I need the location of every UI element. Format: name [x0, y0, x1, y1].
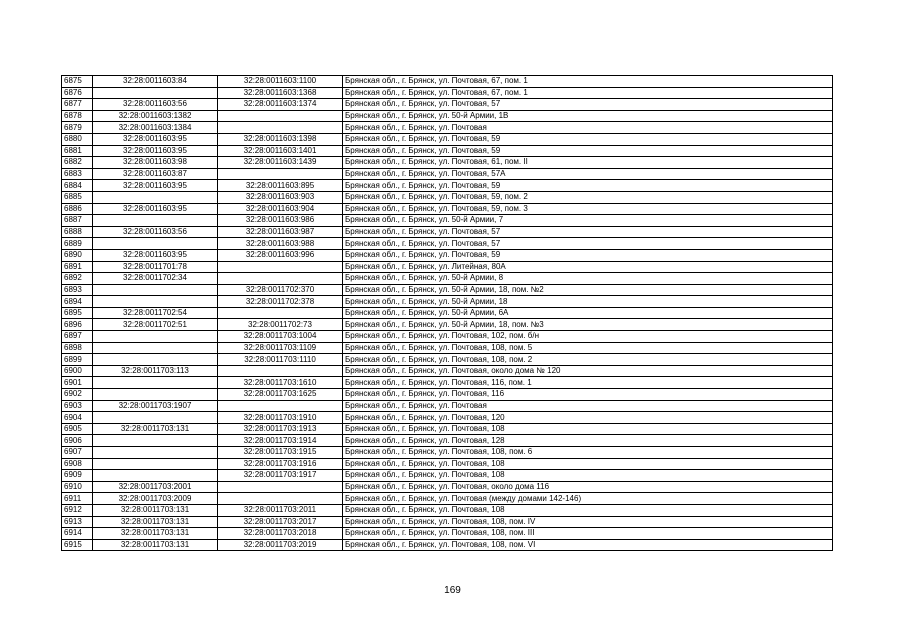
land-cadastral-number-cell: 32:28:0011603:87 [93, 168, 218, 180]
row-number-cell: 6881 [62, 145, 93, 157]
row-number-cell: 6895 [62, 307, 93, 319]
row-number-cell: 6877 [62, 99, 93, 111]
row-number-cell: 6914 [62, 528, 93, 540]
table-row [62, 76, 833, 88]
row-number-cell: 6903 [62, 400, 93, 412]
table-row [62, 157, 833, 169]
address-cell: Брянская обл., г. Брянск, ул. Почтовая, 120 [343, 412, 833, 424]
land-cadastral-number-cell: 32:28:0011701:78 [93, 261, 218, 273]
object-cadastral-number-cell: 32:28:0011703:1625 [218, 389, 343, 401]
land-cadastral-number-cell: 32:28:0011603:95 [93, 133, 218, 145]
row-number-cell: 6905 [62, 423, 93, 435]
address-cell: Брянская обл., г. Брянск, ул. Почтовая, 108, пом. 5 [343, 342, 833, 354]
address-cell: Брянская обл., г. Брянск, ул. Почтовая, 57 [343, 226, 833, 238]
table-row [62, 249, 833, 261]
address-cell: Брянская обл., г. Брянск, ул. 50-й Армии, 18 [343, 296, 833, 308]
row-number-cell: 6899 [62, 354, 93, 366]
row-number-cell: 6880 [62, 133, 93, 145]
table-row [62, 238, 833, 250]
address-cell: Брянская обл., г. Брянск, ул. Почтовая, 67, пом. 1 [343, 87, 833, 99]
table-row [62, 458, 833, 470]
object-cadastral-number-cell: 32:28:0011603:1368 [218, 87, 343, 99]
object-cadastral-number-cell: 32:28:0011703:1917 [218, 470, 343, 482]
object-cadastral-number-cell: 32:28:0011703:1914 [218, 435, 343, 447]
land-cadastral-number-cell [93, 87, 218, 99]
object-cadastral-number-cell: 32:28:0011603:1398 [218, 133, 343, 145]
address-cell: Брянская обл., г. Брянск, ул. Почтовая, 108 [343, 470, 833, 482]
address-cell: Брянская обл., г. Брянск, ул. Почтовая, 108, пом. III [343, 528, 833, 540]
row-number-cell: 6882 [62, 157, 93, 169]
land-cadastral-number-cell [93, 470, 218, 482]
address-cell: Брянская обл., г. Брянск, ул. Почтовая, 59, пом. 2 [343, 191, 833, 203]
address-cell: Брянская обл., г. Брянск, ул. Почтовая, 57А [343, 168, 833, 180]
row-number-cell: 6896 [62, 319, 93, 331]
land-cadastral-number-cell: 32:28:0011702:51 [93, 319, 218, 331]
object-cadastral-number-cell: 32:28:0011703:2017 [218, 516, 343, 528]
object-cadastral-number-cell: 32:28:0011703:1915 [218, 447, 343, 459]
object-cadastral-number-cell: 32:28:0011703:1109 [218, 342, 343, 354]
table-row [62, 122, 833, 134]
object-cadastral-number-cell [218, 168, 343, 180]
table-row [62, 400, 833, 412]
row-number-cell: 6878 [62, 110, 93, 122]
object-cadastral-number-cell: 32:28:0011703:1610 [218, 377, 343, 389]
land-cadastral-number-cell [93, 377, 218, 389]
address-cell: Брянская обл., г. Брянск, ул. Почтовая, 59, пом. 3 [343, 203, 833, 215]
address-cell: Брянская обл., г. Брянск, ул. Почтовая, около дома 116 [343, 481, 833, 493]
object-cadastral-number-cell [218, 493, 343, 505]
address-cell: Брянская обл., г. Брянск, ул. Почтовая, 59 [343, 145, 833, 157]
row-number-cell: 6884 [62, 180, 93, 192]
object-cadastral-number-cell: 32:28:0011603:904 [218, 203, 343, 215]
object-cadastral-number-cell: 32:28:0011603:1374 [218, 99, 343, 111]
address-cell: Брянская обл., г. Брянск, ул. Почтовая (между домами 142-146) [343, 493, 833, 505]
table-row [62, 226, 833, 238]
object-cadastral-number-cell [218, 110, 343, 122]
object-cadastral-number-cell [218, 400, 343, 412]
row-number-cell: 6875 [62, 76, 93, 88]
object-cadastral-number-cell: 32:28:0011703:1110 [218, 354, 343, 366]
table-row [62, 168, 833, 180]
address-cell: Брянская обл., г. Брянск, ул. Почтовая [343, 122, 833, 134]
object-cadastral-number-cell [218, 481, 343, 493]
object-cadastral-number-cell [218, 307, 343, 319]
land-cadastral-number-cell: 32:28:0011703:113 [93, 365, 218, 377]
object-cadastral-number-cell [218, 273, 343, 285]
table-row [62, 87, 833, 99]
land-cadastral-number-cell [93, 238, 218, 250]
address-cell: Брянская обл., г. Брянск, ул. Почтовая, 128 [343, 435, 833, 447]
table-row [62, 203, 833, 215]
address-cell: Брянская обл., г. Брянск, ул. 50-й Армии, 1В [343, 110, 833, 122]
row-number-cell: 6898 [62, 342, 93, 354]
address-cell: Брянская обл., г. Брянск, ул. Почтовая, 108, пом. IV [343, 516, 833, 528]
object-cadastral-number-cell: 32:28:0011603:1439 [218, 157, 343, 169]
table-row [62, 447, 833, 459]
table-row [62, 470, 833, 482]
address-cell: Брянская обл., г. Брянск, ул. Почтовая, 108 [343, 504, 833, 516]
land-cadastral-number-cell [93, 215, 218, 227]
table-row [62, 389, 833, 401]
address-cell: Брянская обл., г. Брянск, ул. Почтовая, 59 [343, 180, 833, 192]
land-cadastral-number-cell [93, 331, 218, 343]
land-cadastral-number-cell [93, 389, 218, 401]
address-cell: Брянская обл., г. Брянск, ул. Почтовая, 67, пом. 1 [343, 76, 833, 88]
table-row [62, 528, 833, 540]
address-cell: Брянская обл., г. Брянск, ул. Почтовая, 57 [343, 238, 833, 250]
object-cadastral-number-cell: 32:28:0011603:988 [218, 238, 343, 250]
table-row [62, 319, 833, 331]
land-cadastral-number-cell: 32:28:0011703:1907 [93, 400, 218, 412]
address-cell: Брянская обл., г. Брянск, ул. Почтовая, 108 [343, 458, 833, 470]
table-row [62, 110, 833, 122]
land-cadastral-number-cell [93, 458, 218, 470]
address-cell: Брянская обл., г. Брянск, ул. Почтовая, 61, пом. II [343, 157, 833, 169]
object-cadastral-number-cell: 32:28:0011703:2011 [218, 504, 343, 516]
land-cadastral-number-cell: 32:28:0011703:131 [93, 528, 218, 540]
address-cell: Брянская обл., г. Брянск, ул. Почтовая, 59 [343, 133, 833, 145]
address-cell: Брянская обл., г. Брянск, ул. 50-й Армии, 18, пом. №3 [343, 319, 833, 331]
object-cadastral-number-cell: 32:28:0011603:895 [218, 180, 343, 192]
table-row [62, 261, 833, 273]
land-cadastral-number-cell: 32:28:0011603:1384 [93, 122, 218, 134]
object-cadastral-number-cell [218, 261, 343, 273]
table-row [62, 435, 833, 447]
land-cadastral-number-cell [93, 412, 218, 424]
object-cadastral-number-cell: 32:28:0011703:2018 [218, 528, 343, 540]
land-cadastral-number-cell: 32:28:0011603:95 [93, 249, 218, 261]
land-cadastral-number-cell [93, 354, 218, 366]
object-cadastral-number-cell: 32:28:0011703:1913 [218, 423, 343, 435]
object-cadastral-number-cell: 32:28:0011702:370 [218, 284, 343, 296]
address-cell: Брянская обл., г. Брянск, ул. Литейная, 80А [343, 261, 833, 273]
table-row [62, 354, 833, 366]
table-row [62, 180, 833, 192]
row-number-cell: 6904 [62, 412, 93, 424]
address-cell: Брянская обл., г. Брянск, ул. Почтовая, 108, пом. VI [343, 539, 833, 551]
address-cell: Брянская обл., г. Брянск, ул. Почтовая, 116, пом. 1 [343, 377, 833, 389]
row-number-cell: 6876 [62, 87, 93, 99]
row-number-cell: 6885 [62, 191, 93, 203]
address-cell: Брянская обл., г. Брянск, ул. 50-й Армии, 6А [343, 307, 833, 319]
row-number-cell: 6910 [62, 481, 93, 493]
object-cadastral-number-cell: 32:28:0011603:1401 [218, 145, 343, 157]
table-row [62, 342, 833, 354]
table-row [62, 493, 833, 505]
table-row [62, 412, 833, 424]
row-number-cell: 6906 [62, 435, 93, 447]
land-cadastral-number-cell: 32:28:0011603:95 [93, 203, 218, 215]
row-number-cell: 6888 [62, 226, 93, 238]
table-row [62, 516, 833, 528]
address-cell: Брянская обл., г. Брянск, ул. 50-й Армии, 8 [343, 273, 833, 285]
object-cadastral-number-cell: 32:28:0011702:378 [218, 296, 343, 308]
land-cadastral-number-cell [93, 342, 218, 354]
row-number-cell: 6886 [62, 203, 93, 215]
table-row [62, 99, 833, 111]
address-cell: Брянская обл., г. Брянск, ул. Почтовая, 108, пом. 6 [343, 447, 833, 459]
land-cadastral-number-cell [93, 296, 218, 308]
land-cadastral-number-cell: 32:28:0011603:56 [93, 226, 218, 238]
object-cadastral-number-cell: 32:28:0011603:986 [218, 215, 343, 227]
object-cadastral-number-cell: 32:28:0011702:73 [218, 319, 343, 331]
land-cadastral-number-cell [93, 284, 218, 296]
table-row [62, 539, 833, 551]
row-number-cell: 6901 [62, 377, 93, 389]
row-number-cell: 6897 [62, 331, 93, 343]
table-row [62, 145, 833, 157]
row-number-cell: 6891 [62, 261, 93, 273]
land-cadastral-number-cell: 32:28:0011703:2009 [93, 493, 218, 505]
land-cadastral-number-cell: 32:28:0011703:131 [93, 423, 218, 435]
row-number-cell: 6902 [62, 389, 93, 401]
table-row [62, 191, 833, 203]
address-cell: Брянская обл., г. Брянск, ул. Почтовая [343, 400, 833, 412]
row-number-cell: 6907 [62, 447, 93, 459]
row-number-cell: 6894 [62, 296, 93, 308]
row-number-cell: 6913 [62, 516, 93, 528]
page-number: 169 [444, 585, 461, 596]
row-number-cell: 6893 [62, 284, 93, 296]
row-number-cell: 6883 [62, 168, 93, 180]
table-row [62, 307, 833, 319]
row-number-cell: 6879 [62, 122, 93, 134]
row-number-cell: 6912 [62, 504, 93, 516]
object-cadastral-number-cell: 32:28:0011603:1100 [218, 76, 343, 88]
table-row [62, 296, 833, 308]
table-row [62, 215, 833, 227]
address-cell: Брянская обл., г. Брянск, ул. Почтовая, 116 [343, 389, 833, 401]
object-cadastral-number-cell [218, 122, 343, 134]
table-row [62, 273, 833, 285]
address-cell: Брянская обл., г. Брянск, ул. Почтовая, около дома № 120 [343, 365, 833, 377]
row-number-cell: 6908 [62, 458, 93, 470]
land-cadastral-number-cell: 32:28:0011703:131 [93, 516, 218, 528]
address-cell: Брянская обл., г. Брянск, ул. Почтовая, 108 [343, 423, 833, 435]
object-cadastral-number-cell: 32:28:0011703:2019 [218, 539, 343, 551]
table-row [62, 284, 833, 296]
land-cadastral-number-cell: 32:28:0011603:95 [93, 145, 218, 157]
table-row [62, 377, 833, 389]
row-number-cell: 6889 [62, 238, 93, 250]
row-number-cell: 6890 [62, 249, 93, 261]
row-number-cell: 6909 [62, 470, 93, 482]
land-cadastral-number-cell: 32:28:0011603:56 [93, 99, 218, 111]
address-cell: Брянская обл., г. Брянск, ул. Почтовая, 102, пом. б/н [343, 331, 833, 343]
land-cadastral-number-cell: 32:28:0011603:1382 [93, 110, 218, 122]
object-cadastral-number-cell: 32:28:0011703:1910 [218, 412, 343, 424]
table-row [62, 504, 833, 516]
land-cadastral-number-cell: 32:28:0011702:54 [93, 307, 218, 319]
object-cadastral-number-cell: 32:28:0011703:1004 [218, 331, 343, 343]
address-cell: Брянская обл., г. Брянск, ул. Почтовая, 108, пом. 2 [343, 354, 833, 366]
land-cadastral-number-cell: 32:28:0011603:84 [93, 76, 218, 88]
table-row [62, 481, 833, 493]
land-cadastral-number-cell: 32:28:0011603:98 [93, 157, 218, 169]
row-number-cell: 6887 [62, 215, 93, 227]
object-cadastral-number-cell: 32:28:0011603:903 [218, 191, 343, 203]
row-number-cell: 6911 [62, 493, 93, 505]
table-row [62, 331, 833, 343]
land-cadastral-number-cell: 32:28:0011703:2001 [93, 481, 218, 493]
land-cadastral-number-cell [93, 191, 218, 203]
object-cadastral-number-cell: 32:28:0011603:987 [218, 226, 343, 238]
address-cell: Брянская обл., г. Брянск, ул. 50-й Армии, 7 [343, 215, 833, 227]
land-cadastral-number-cell: 32:28:0011703:131 [93, 504, 218, 516]
table-row [62, 365, 833, 377]
table-row [62, 423, 833, 435]
address-cell: Брянская обл., г. Брянск, ул. 50-й Армии, 18, пом. №2 [343, 284, 833, 296]
row-number-cell: 6915 [62, 539, 93, 551]
table-row [62, 133, 833, 145]
land-cadastral-number-cell [93, 435, 218, 447]
address-cell: Брянская обл., г. Брянск, ул. Почтовая, 59 [343, 249, 833, 261]
object-cadastral-number-cell: 32:28:0011603:996 [218, 249, 343, 261]
address-cell: Брянская обл., г. Брянск, ул. Почтовая, 57 [343, 99, 833, 111]
land-cadastral-number-cell: 32:28:0011702:34 [93, 273, 218, 285]
object-cadastral-number-cell [218, 365, 343, 377]
object-cadastral-number-cell: 32:28:0011703:1916 [218, 458, 343, 470]
land-cadastral-number-cell: 32:28:0011603:95 [93, 180, 218, 192]
row-number-cell: 6892 [62, 273, 93, 285]
land-cadastral-number-cell [93, 447, 218, 459]
land-cadastral-number-cell: 32:28:0011703:131 [93, 539, 218, 551]
row-number-cell: 6900 [62, 365, 93, 377]
property-registry-table [61, 75, 833, 551]
registry-table-body [62, 76, 833, 551]
